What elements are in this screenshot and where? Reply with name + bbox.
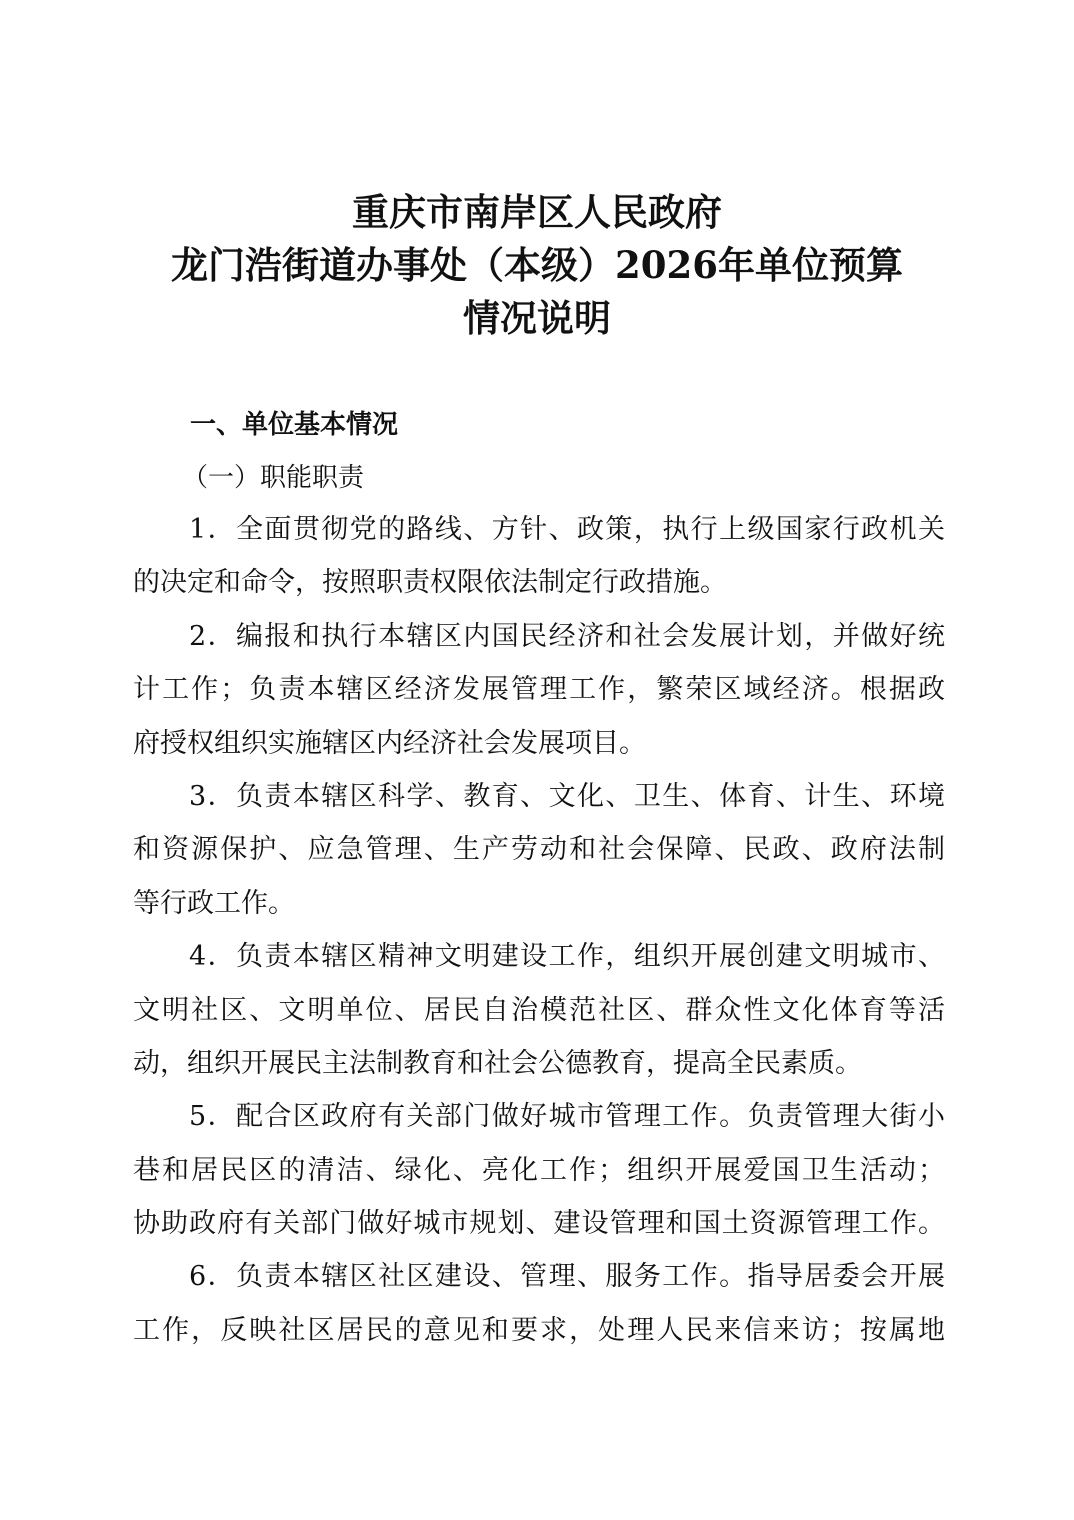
paragraph <box>133 1260 945 1367</box>
paragraph <box>133 780 945 940</box>
paragraph-line: 动，组织开展民主法制教育和社会公德教育，提高全民素质。 <box>133 1047 862 1079</box>
paragraph-line: 府授权组织实施辖区内经济社会发展项目。 <box>133 727 646 759</box>
paragraph-line: 巷和居民区的清洁、绿化、亮化工作；组织开展爱国卫生活动； <box>133 1154 945 1186</box>
title-line: 重庆市南岸区人民政府 <box>352 190 722 234</box>
paragraph-line: 文明社区、文明单位、居民自治模范社区、群众性文化体育等活 <box>133 994 945 1026</box>
document-body <box>133 513 945 1367</box>
title-line: 龙门浩街道办事处（本级）2026年单位预算 <box>171 243 903 287</box>
paragraph-line: 4．负责本辖区精神文明建设工作，组织开展创建文明城市、 <box>189 941 945 973</box>
paragraph-line: 2．编报和执行本辖区内国民经济和社会发展计划，并做好统 <box>189 620 945 652</box>
subsection-heading: （一）职能职责 <box>182 463 365 493</box>
paragraph-line: 3．负责本辖区科学、教育、文化、卫生、体育、计生、环境 <box>189 780 945 812</box>
paragraph-line: 的决定和命令，按照职责权限依法制定行政措施。 <box>133 567 727 599</box>
paragraph <box>133 513 945 620</box>
paragraph-line: 6．负责本辖区社区建设、管理、服务工作。指导居委会开展 <box>189 1261 945 1293</box>
paragraph-line: 工作，反映社区居民的意见和要求，处理人民来信来访；按属地 <box>133 1314 945 1346</box>
paragraph-line: 和资源保护、应急管理、生产劳动和社会保障、民政、政府法制 <box>133 834 945 866</box>
paragraph-line: 等行政工作。 <box>133 887 295 919</box>
paragraph <box>133 940 945 1100</box>
section-heading: 一、单位基本情况 <box>190 410 399 440</box>
paragraph <box>133 620 945 780</box>
title-line: 情况说明 <box>463 296 611 340</box>
paragraph-line: 1．全面贯彻党的路线、方针、政策，执行上级国家行政机关 <box>189 514 945 545</box>
paragraph-line: 计工作；负责本辖区经济发展管理工作，繁荣区域经济。根据政 <box>133 674 945 706</box>
paragraph-line: 5．配合区政府有关部门做好城市管理工作。负责管理大街小 <box>189 1101 945 1133</box>
paragraph-line: 协助政府有关部门做好城市规划、建设管理和国土资源管理工作。 <box>133 1208 945 1240</box>
document-title <box>0 186 1074 345</box>
paragraph <box>133 1100 945 1260</box>
